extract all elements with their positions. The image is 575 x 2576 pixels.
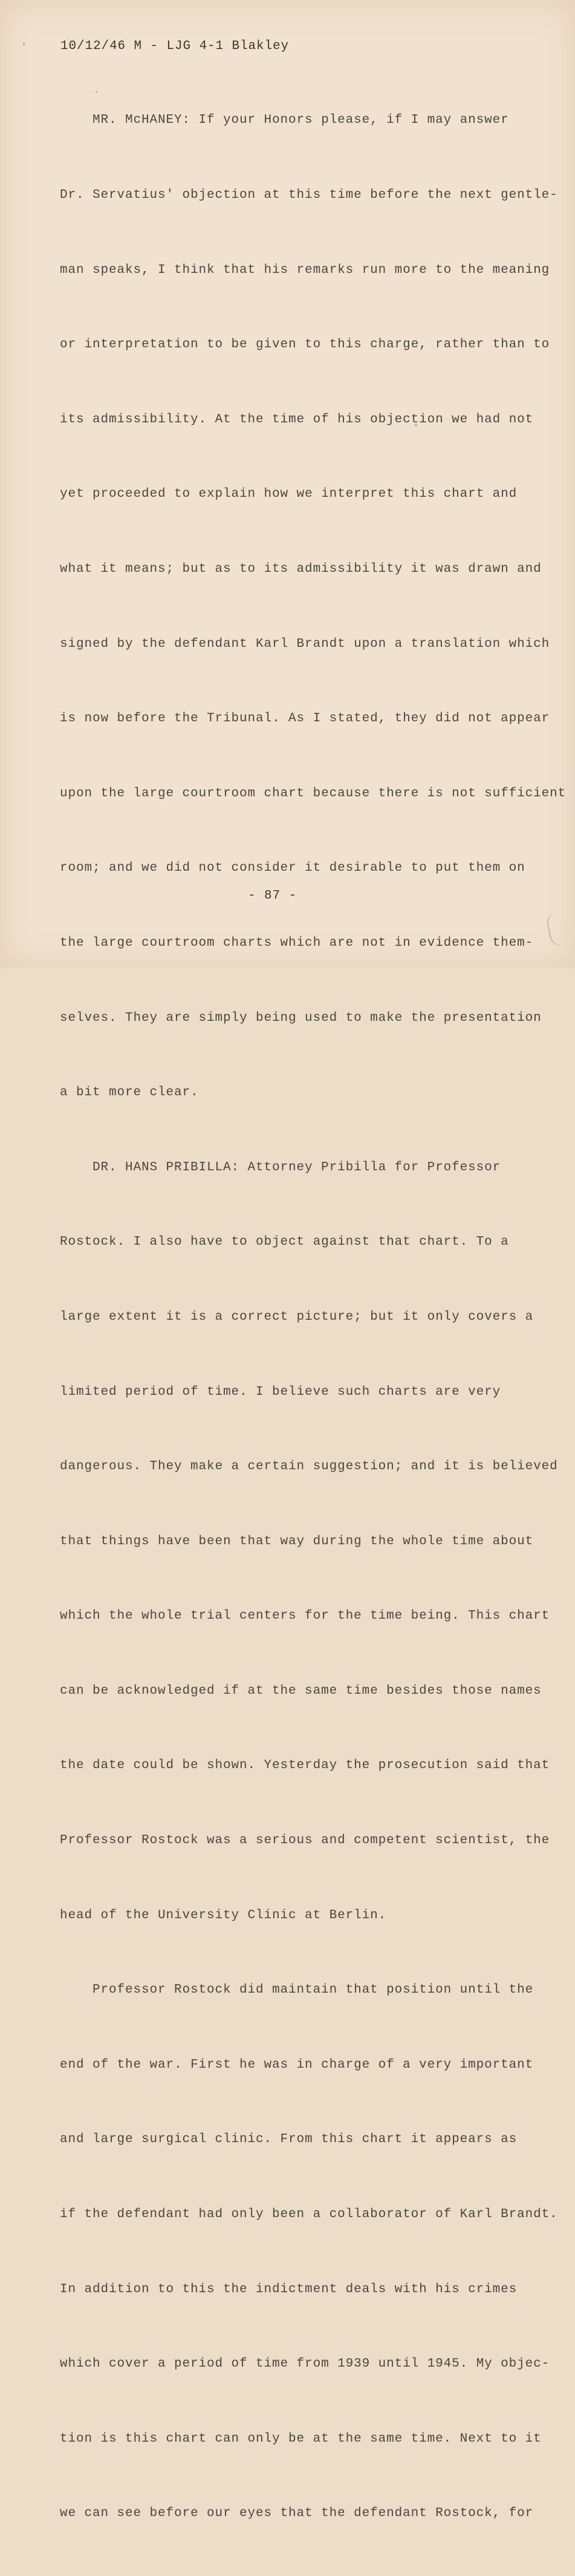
transcript-line: which cover a period of time from 1939 until 1945. My objec- [60,2357,550,2371]
transcript-line: its admissibility. At the time of his objection we had not [60,412,534,427]
paper-speck [415,424,417,426]
transcript-line: Professor Rostock did maintain that position until the [60,1983,534,1998]
transcript-line: DR. HANS PRIBILLA: Attorney Pribilla for Professor [60,1160,501,1175]
transcript-body [60,58,566,2576]
transcript-line: or interpretation to be given to this charge, rather than to [60,338,550,352]
transcript-line: the large courtroom charts which are not in evidence them- [60,936,534,950]
transcript-line: what it means; but as to its admissibility it was drawn and [60,562,542,576]
transcript-line: head of the University Clinic at Berlin. [60,1908,387,1922]
transcript-line: a bit more clear. [60,1086,199,1100]
page-number: - 87 - [248,889,297,903]
transcript-line: signed by the defendant Karl Brandt upon a translation which [60,637,550,651]
transcript-line: end of the war. First he was in charge of a very important [60,2057,534,2072]
transcript-line: MR. McHANEY: If your Honors please, if I may answer [60,113,509,128]
document-header: 10/12/46 M - LJG 4-1 Blakley [60,39,290,53]
transcript-line: yet proceeded to explain how we interpret this chart and [60,487,518,502]
transcript-line: dangerous. They make a certain suggestion; and it is believed [60,1460,558,1474]
transcript-line: which the whole trial centers for the time being. This chart [60,1609,550,1624]
transcript-line: and large surgical clinic. From this chart it appears as [60,2132,518,2147]
transcript-line: upon the large courtroom chart because there is not sufficient [60,786,567,801]
paper-speck [23,42,25,45]
transcript-line: room; and we did not consider it desirable to put them on [60,861,525,876]
transcript-line: if the defendant had only been a collaborator of Karl Brandt. [60,2207,558,2222]
transcript-line: we can see before our eyes that the defendant Rostock, for [60,2506,534,2521]
transcript-line: Dr. Servatius' objection at this time before the next gentle- [60,188,558,202]
transcript-line: In addition to this the indictment deals with his crimes [60,2282,518,2296]
transcript-line: tion is this chart can only be at the same time. Next to it [60,2431,542,2446]
transcript-line: limited period of time. I believe such charts are very [60,1385,501,1399]
transcript-line: large extent it is a correct picture; but it only covers a [60,1309,534,1324]
paper-speck [96,91,97,93]
transcript-line: man speaks, I think that his remarks run more to the meaning [60,263,550,277]
transcript-line: is now before the Tribunal. As I stated, they did not appear [60,712,550,726]
transcript-line: Rostock. I also have to object against that chart. To a [60,1235,509,1250]
transcript-line: that things have been that way during the whole time about [60,1534,534,1549]
transcript-line: selves. They are simply being used to make the presentation [60,1011,542,1025]
transcript-line: can be acknowledged if at the same time besides those names [60,1683,542,1698]
transcript-line: Professor Rostock was a serious and competent scientist, the [60,1834,550,1848]
transcript-line: the date could be shown. Yesterday the prosecution said that [60,1758,550,1773]
